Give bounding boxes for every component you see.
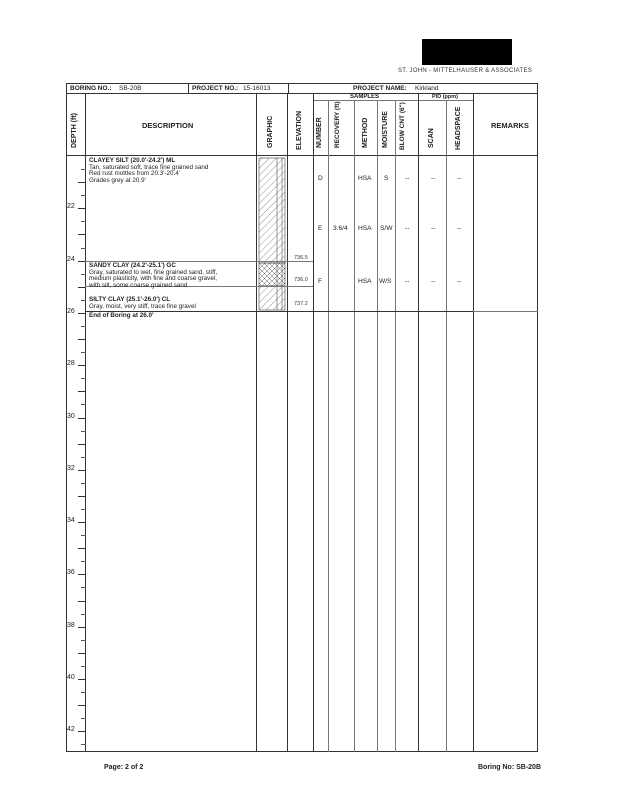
desc-line: Grades grey at 20.9' (89, 176, 146, 184)
desc-sandy-clay (89, 263, 217, 289)
desc-silty-clay (89, 297, 196, 310)
desc-title: CLAYEY SILT (20.0'-24.2') ML (89, 157, 176, 164)
depth-tick (78, 522, 86, 523)
sample-headspace: -- (457, 225, 462, 232)
clayey-silt-stratum (259, 158, 285, 263)
depth-label: 34 (67, 517, 75, 524)
boundary-end-remarks (473, 311, 538, 312)
graphic-header: GRAPHIC (267, 115, 274, 148)
project-no-value: 15-16013 (243, 85, 271, 92)
elevation-value: 737.2 (294, 301, 308, 307)
depth-tick (78, 339, 86, 340)
col-line-graphic (287, 93, 288, 752)
depth-tick (81, 587, 86, 588)
col-line-scan (446, 100, 447, 752)
sample-method: HSA (358, 175, 372, 182)
footer-boring-no: Boring No: SB-20B (478, 764, 541, 771)
number-header: NUMBER (316, 117, 323, 148)
depth-label: 30 (67, 413, 75, 420)
depth-tick (78, 391, 86, 392)
depth-tick (81, 483, 86, 484)
sample-scan: -- (431, 175, 436, 182)
depth-tick (81, 326, 86, 327)
elevation-header: ELEVATION (296, 110, 303, 150)
depth-label: 22 (67, 203, 75, 210)
sample-moisture: W/S (379, 278, 392, 285)
col-line-method (377, 100, 378, 752)
depth-label: 36 (67, 569, 75, 576)
blow-count-header: BLOW CNT (6") (399, 102, 406, 150)
sample-method: HSA (358, 278, 372, 285)
company-name: ST. JOHN - MITTELHAUSER & ASSOCIATES (398, 68, 533, 74)
depth-tick (78, 601, 86, 602)
desc-end-of-boring (89, 313, 153, 320)
scan-header: SCAN (428, 128, 435, 148)
depth-tick (81, 169, 86, 170)
depth-tick (78, 208, 86, 209)
depth-tick (81, 221, 86, 222)
depth-tick (81, 640, 86, 641)
headspace-header: HEADSPACE (455, 106, 462, 150)
desc-line: Red rust mottles from 20.3'-20.4' (89, 170, 180, 177)
depth-tick (81, 378, 86, 379)
depth-tick (81, 431, 86, 432)
sample-recovery: 3.6/4 (333, 225, 348, 232)
depth-tick (78, 548, 86, 549)
redacted-logo (422, 39, 512, 65)
desc-line: medium plasticity, with fine and coarse gravel, (89, 275, 217, 282)
silty-clay-stratum (259, 286, 285, 310)
sample-blow: -- (405, 225, 410, 232)
depth-tick (81, 535, 86, 536)
sample-number: D (318, 175, 323, 182)
sample-moisture: S (384, 175, 389, 182)
elevation-value: 736.0 (294, 277, 308, 283)
depth-tick (78, 470, 86, 471)
depth-tick (81, 352, 86, 353)
column-header-divider (66, 155, 538, 156)
depth-tick (81, 195, 86, 196)
depth-tick (81, 509, 86, 510)
sample-headspace: -- (457, 278, 462, 285)
depth-label: 28 (67, 360, 75, 367)
depth-label: 40 (67, 674, 75, 681)
depth-tick (81, 692, 86, 693)
depth-tick (81, 561, 86, 562)
depth-tick (81, 744, 86, 745)
boring-no-label: BORING NO.: (70, 85, 112, 92)
recovery-header: RECOVERY (ft) (334, 101, 341, 148)
sample-headspace: -- (457, 175, 462, 182)
header-sep-2 (288, 83, 289, 93)
desc-line: with silt, some coarse grained sand (89, 281, 188, 289)
desc-title: SILTY CLAY (25.1'-26.0') CL (89, 296, 171, 303)
depth-tick (78, 418, 86, 419)
boring-no-value: SB-20B (119, 85, 142, 92)
remarks-header: REMARKS (491, 121, 529, 130)
sample-number: F (318, 278, 323, 285)
col-line-recovery (354, 100, 355, 752)
depth-tick (78, 574, 86, 575)
depth-label: 24 (67, 256, 75, 263)
depth-tick (78, 653, 86, 654)
sample-scan: -- (431, 278, 436, 285)
moisture-header: MOISTURE (382, 111, 389, 148)
depth-tick (81, 274, 86, 275)
depth-tick (78, 444, 86, 445)
depth-tick (78, 705, 86, 706)
sample-method: HSA (358, 225, 372, 232)
depth-tick (81, 666, 86, 667)
depth-tick (81, 614, 86, 615)
depth-header: DEPTH (ft) (71, 113, 78, 148)
sample-scan: -- (431, 225, 436, 232)
col-line-elev (313, 93, 314, 752)
depth-tick (78, 182, 86, 183)
depth-label: 38 (67, 622, 75, 629)
col-line-headspace (473, 93, 474, 752)
page-number: Page: 2 of 2 (104, 764, 144, 771)
sample-blow: -- (405, 278, 410, 285)
depth-tick (81, 457, 86, 458)
strata-graphic (257, 156, 287, 316)
depth-label: 32 (67, 465, 75, 472)
depth-tick (81, 404, 86, 405)
depth-tick (78, 287, 86, 288)
sample-moisture: S/W (380, 225, 393, 232)
depth-tick (78, 731, 86, 732)
project-no-label: PROJECT NO.: (192, 85, 239, 92)
depth-label: 26 (67, 308, 75, 315)
depth-tick (78, 627, 86, 628)
depth-tick (78, 496, 86, 497)
sample-blow: -- (405, 175, 410, 182)
project-name-label: PROJECT NAME: (353, 85, 407, 92)
desc-title: End of Boring at 26.0' (89, 312, 154, 319)
sandy-clay-stratum (259, 263, 285, 286)
depth-tick (81, 248, 86, 249)
desc-clayey-silt (89, 158, 208, 184)
samples-group-label: SAMPLES (350, 94, 380, 100)
description-header: DESCRIPTION (142, 121, 194, 130)
pid-group-label: PID (ppm) (432, 94, 458, 100)
depth-label: 42 (67, 726, 75, 733)
depth-tick (78, 313, 86, 314)
depth-tick (81, 718, 86, 719)
depth-tick (78, 234, 86, 235)
depth-tick (78, 679, 86, 680)
depth-tick (78, 365, 86, 366)
desc-line: Gray, moist, very stiff, trace fine gravel (89, 302, 196, 310)
col-line-moisture (395, 100, 396, 752)
header-divider (66, 93, 538, 94)
header-sep-1 (188, 83, 189, 93)
desc-line: Tan, saturated soft, trace fine grained sand (89, 163, 209, 171)
desc-title: SANDY CLAY (24.2'-25.1') GC (89, 262, 176, 269)
sample-number: E (318, 225, 323, 232)
desc-line: Gray, saturated to wet, fine grained sand, stiff, (89, 268, 218, 276)
depth-tick (81, 300, 86, 301)
elevation-value: 736.5 (294, 255, 308, 261)
col-line-number (328, 100, 329, 752)
col-line-blow (418, 93, 419, 752)
method-header: METHOD (362, 117, 369, 148)
project-name-value: Kirkland (415, 85, 439, 92)
